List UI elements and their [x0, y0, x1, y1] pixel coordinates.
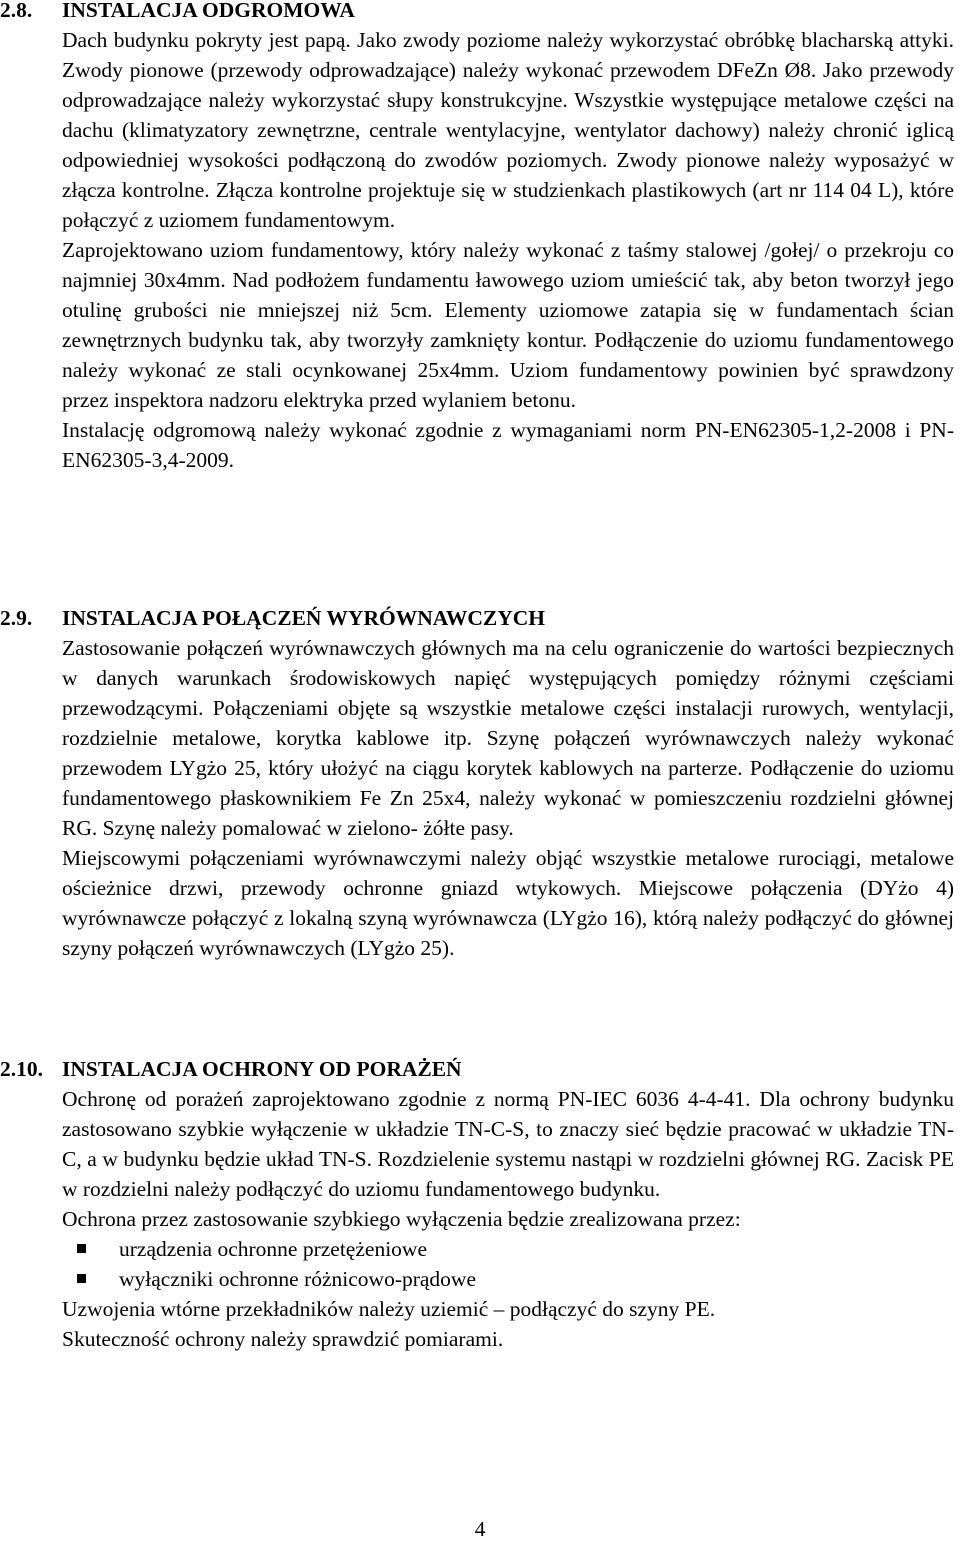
paragraph: Dach budynku pokryty jest papą. Jako zwody poziome należy wykorzystać obróbkę blacharską attyki. Zwody pionowe (przewody odprowadzające) należy wykonać przewodem DFeZn Ø8. Jako przewody odprowadzające należy wykorzystać słupy konstrukcyjne. Wszystkie występujące metalowe części na dachu (klimatyzatory zewnętrzne, centrale wentylacyjne, wentylator dachowy) należy chronić iglicą odpowiedniej wysokości podłączoną do zwodów poziomych. Zwody pionowe należy wyposażyć w złącza kontrolne. Złącza kontrolne projektuje się w studzienkach plastikowych (art nr 114 04 L), które połączyć z uziomem fundamentowym.: [62, 28, 954, 232]
paragraph: Uzwojenia wtórne przekładników należy uziemić – podłączyć do szyny PE.: [62, 1297, 716, 1321]
section-2-10: [0, 1054, 960, 1354]
paragraph: Ochronę od porażeń zaprojektowano zgodnie z normą PN-IEC 6036 4-4-41. Dla ochrony budynku zastosowano szybkie wyłączenie w układzie TN-C-S, to znaczy sieć będzie pracować w układzie TN-C, a w budynku będzie układ TN-S. Rozdzielenie systemu nastąpi w rozdzielni głównej RG. Zacisk PE w rozdzielni należy podłączyć do uziomu fundamentowego budynku.: [62, 1087, 954, 1201]
square-bullet-icon: [77, 1244, 86, 1253]
section-title: INSTALACJA POŁĄCZEŃ WYRÓWNAWCZYCH: [62, 606, 546, 630]
page-number: 4: [474, 1517, 486, 1541]
section-heading: [0, 603, 960, 633]
list-item-text: urządzenia ochronne przetężeniowe: [119, 1237, 427, 1261]
section-title: INSTALACJA ODGROMOWA: [62, 0, 355, 22]
paragraph: Ochrona przez zastosowanie szybkiego wyłączenia będzie zrealizowana przez:: [62, 1207, 741, 1231]
paragraph: [62, 235, 954, 415]
list-item: [62, 1234, 960, 1264]
square-bullet-icon: [77, 1274, 86, 1283]
paragraph: Skuteczność ochrony należy sprawdzić pomiarami.: [62, 1327, 504, 1351]
section-heading: [0, 0, 960, 25]
section-number: 2.9.: [0, 606, 33, 630]
section-2-8: [0, 0, 960, 475]
paragraph: Zastosowanie połączeń wyrównawczych głównych ma na celu ograniczenie do wartości bezpiecznych w danych warunkach środowiskowych napięć występujących pomiędzy różnymi częściami przewodzącymi. Połączeniami objęte są wszystkie metalowe części instalacji rurowych, wentylacji, rozdzielnie metalowe, korytka kablowe itp. Szynę połączeń wyrównawczych należy wykonać przewodem LYgżo 25, który ułożyć na ciągu korytek kablowych na parterze. Podłączenie do uziomu fundamentowego płaskownikiem Fe Zn 25x4, należy wykonać w pomieszczeniu rozdzielni głównej RG. Szynę należy pomalować w zielono- żółte pasy.: [62, 636, 954, 840]
list-item: [62, 1264, 960, 1294]
paragraph: Instalację odgromową należy wykonać zgodnie z wymaganiami norm PN-EN62305-1,2-2008 i PN-EN62305-3,4-2009.: [62, 418, 954, 472]
section-title: INSTALACJA OCHRONY OD PORAŻEŃ: [62, 1057, 462, 1081]
list-item-text: wyłączniki ochronne różnicowo-prądowe: [119, 1267, 476, 1291]
section-number: 2.10.: [0, 1057, 43, 1081]
section-number: 2.8.: [0, 0, 33, 22]
section-heading: [0, 1054, 960, 1084]
paragraph-text: Zaprojektowano uziom fundamentowy, który należy wykonać z taśmy stalowej /gołej/ o przekroju co najmniej 30x4mm. Nad podłożem fundamentu ławowego uziom umieścić tak, aby beton tworzył jego otulinę grubości nie mniejszej niż 5cm. Elementy uziomowe zatapia się w fundamentach ścian zewnętrznych budynku tak, aby tworzyły zamknięty kontur. Podłączenie do uziomu fundamentowego należy wykonać ze stali ocynkowanej 25x4mm. Uziom fundamentowy powinien być sprawdzony przez inspektora nadzoru elektryka przed wylaniem betonu.: [62, 238, 954, 412]
paragraph: Miejscowymi połączeniami wyrównawczymi należy objąć wszystkie metalowe rurociągi, metalowe ościeżnice drzwi, przewody ochronne gniazd wtykowych. Miejscowe połączenia (DYżo 4) wyrównawcze połączyć z lokalną szyną wyrównawcza (LYgżo 16), którą należy podłączyć do głównej szyny połączeń wyrównawczych (LYgżo 25).: [62, 846, 954, 960]
bullet-list: [62, 1234, 960, 1294]
section-2-9: [0, 603, 960, 963]
